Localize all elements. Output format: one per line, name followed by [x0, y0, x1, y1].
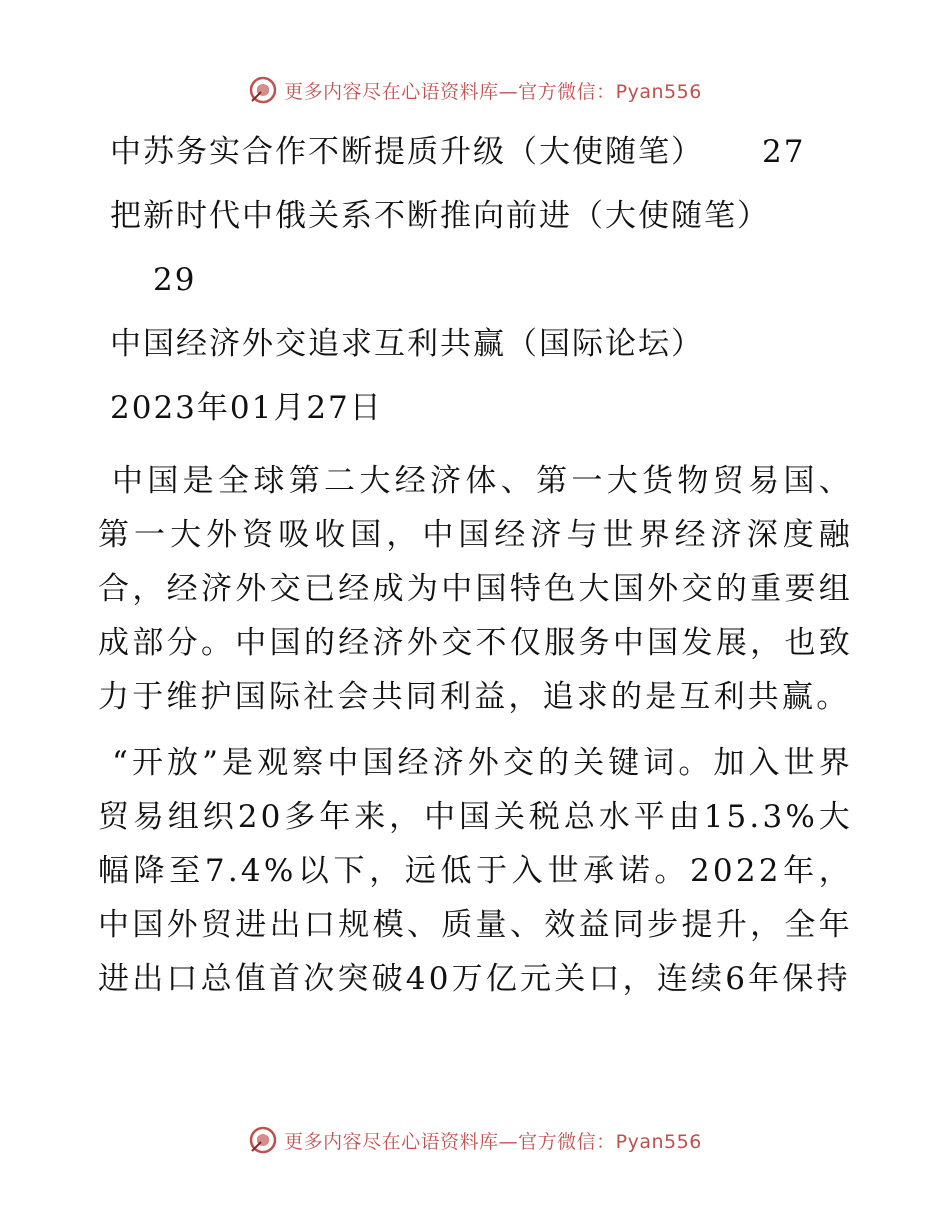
toc-entry-page-line: [98, 248, 853, 312]
article-paragraph: “开放”是观察中国经济外交的关键词。加入世界贸易组织20多年来，中国关税总水平由15.3%大幅降至7.4%以下，远低于入世承诺。2022年，中国外贸进出口规模、质量、效益同步提升，全年进出口总值首次突破40万亿元关口，连续6年保持: [98, 745, 853, 997]
pen-logo-icon: [248, 1125, 278, 1155]
watermark-text: 更多内容尽在心语资料库—官方微信：Pyan556: [284, 80, 702, 103]
watermark-banner-bottom: [0, 1120, 950, 1160]
article-paragraph: 中国是全球第二大经济体、第一大货物贸易国、第一大外资吸收国，中国经济与世界经济深度融合，经济外交已经成为中国特色大国外交的重要组成部分。中国的经济外交不仅服务中国发展，也致力于维护国际社会共同利益，追求的是互利共赢。: [98, 463, 853, 715]
toc-entry-title: 中苏务实合作不断提质升级（大使随笔）: [110, 134, 704, 170]
toc-entry: [98, 184, 853, 248]
article-title: 中国经济外交追求互利共赢（国际论坛）: [110, 326, 704, 362]
toc-entry-page: 29: [153, 262, 197, 298]
toc-entry-page: 27: [762, 134, 806, 170]
watermark-banner-top: [0, 70, 950, 110]
pen-logo-icon: [248, 75, 278, 105]
document-body: [98, 120, 853, 1006]
toc-entry-title: 把新时代中俄关系不断推向前进（大使随笔）: [110, 198, 770, 234]
article-date: 2023年01月27日: [110, 390, 383, 426]
toc-entry: [98, 120, 853, 184]
watermark-text: 更多内容尽在心语资料库—官方微信：Pyan556: [284, 1130, 702, 1153]
